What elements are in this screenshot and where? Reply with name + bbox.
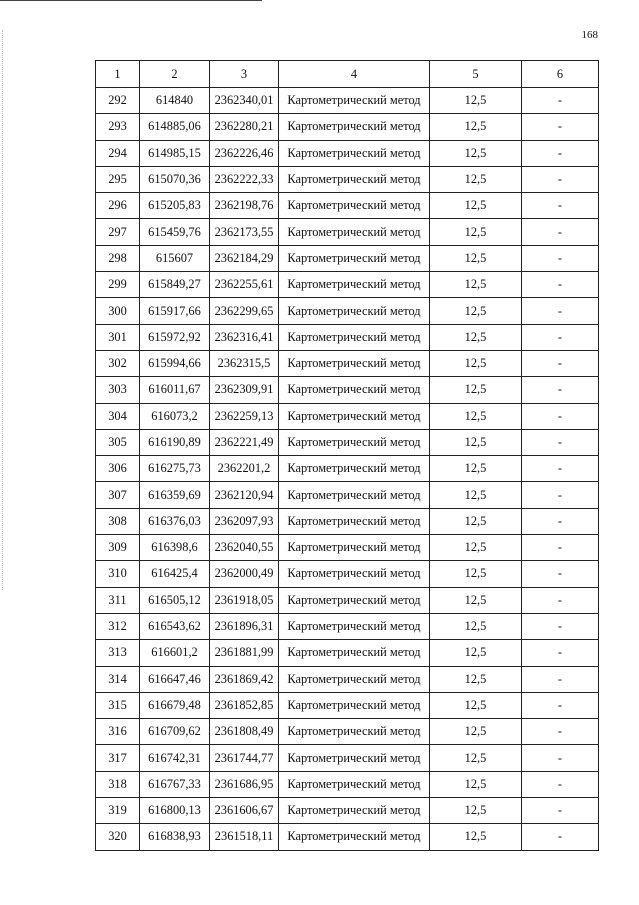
coordinate-y-cell: 2362340,01 bbox=[210, 88, 279, 114]
column-header-4: 4 bbox=[279, 61, 430, 88]
accuracy-cell: 12,5 bbox=[430, 272, 522, 298]
method-cell: Картометрический метод bbox=[279, 666, 430, 692]
note-cell: - bbox=[522, 824, 599, 850]
point-number-cell: 305 bbox=[96, 429, 140, 455]
coordinate-x-cell: 615459,76 bbox=[140, 219, 210, 245]
note-cell: - bbox=[522, 719, 599, 745]
accuracy-cell: 12,5 bbox=[430, 377, 522, 403]
note-cell: - bbox=[522, 219, 599, 245]
point-number-cell: 316 bbox=[96, 719, 140, 745]
note-cell: - bbox=[522, 508, 599, 534]
coordinate-x-cell: 616647,46 bbox=[140, 666, 210, 692]
table-row bbox=[96, 535, 599, 561]
point-number-cell: 296 bbox=[96, 193, 140, 219]
accuracy-cell: 12,5 bbox=[430, 166, 522, 192]
coordinate-y-cell: 2361869,42 bbox=[210, 666, 279, 692]
note-cell: - bbox=[522, 587, 599, 613]
table-row bbox=[96, 561, 599, 587]
note-cell: - bbox=[522, 456, 599, 482]
coordinate-y-cell: 2362120,94 bbox=[210, 482, 279, 508]
coordinate-x-cell: 615917,66 bbox=[140, 298, 210, 324]
coordinate-x-cell: 615205,83 bbox=[140, 193, 210, 219]
coordinate-x-cell: 616359,69 bbox=[140, 482, 210, 508]
note-cell: - bbox=[522, 745, 599, 771]
point-number-cell: 301 bbox=[96, 324, 140, 350]
point-number-cell: 308 bbox=[96, 508, 140, 534]
table-row bbox=[96, 587, 599, 613]
accuracy-cell: 12,5 bbox=[430, 324, 522, 350]
coordinate-y-cell: 2362201,2 bbox=[210, 456, 279, 482]
method-cell: Картометрический метод bbox=[279, 324, 430, 350]
point-number-cell: 319 bbox=[96, 798, 140, 824]
coordinate-x-cell: 616275,73 bbox=[140, 456, 210, 482]
method-cell: Картометрический метод bbox=[279, 692, 430, 718]
note-cell: - bbox=[522, 166, 599, 192]
table-row bbox=[96, 272, 599, 298]
accuracy-cell: 12,5 bbox=[430, 219, 522, 245]
coordinate-y-cell: 2362222,33 bbox=[210, 166, 279, 192]
coordinate-x-cell: 616679,48 bbox=[140, 692, 210, 718]
point-number-cell: 304 bbox=[96, 403, 140, 429]
table-row bbox=[96, 324, 599, 350]
table-row bbox=[96, 429, 599, 455]
coordinates-table bbox=[95, 60, 599, 851]
note-cell: - bbox=[522, 798, 599, 824]
point-number-cell: 317 bbox=[96, 745, 140, 771]
note-cell: - bbox=[522, 613, 599, 639]
accuracy-cell: 12,5 bbox=[430, 482, 522, 508]
point-number-cell: 300 bbox=[96, 298, 140, 324]
coordinate-y-cell: 2362000,49 bbox=[210, 561, 279, 587]
method-cell: Картометрический метод bbox=[279, 482, 430, 508]
coordinate-y-cell: 2361852,85 bbox=[210, 692, 279, 718]
coordinate-y-cell: 2361606,67 bbox=[210, 798, 279, 824]
accuracy-cell: 12,5 bbox=[430, 456, 522, 482]
table-row bbox=[96, 88, 599, 114]
coordinate-y-cell: 2362040,55 bbox=[210, 535, 279, 561]
coordinate-x-cell: 614985,15 bbox=[140, 140, 210, 166]
binding-edge bbox=[2, 30, 3, 590]
coordinate-x-cell: 614840 bbox=[140, 88, 210, 114]
point-number-cell: 302 bbox=[96, 350, 140, 376]
table-row bbox=[96, 140, 599, 166]
point-number-cell: 307 bbox=[96, 482, 140, 508]
accuracy-cell: 12,5 bbox=[430, 798, 522, 824]
accuracy-cell: 12,5 bbox=[430, 535, 522, 561]
method-cell: Картометрический метод bbox=[279, 298, 430, 324]
method-cell: Картометрический метод bbox=[279, 350, 430, 376]
table-row bbox=[96, 508, 599, 534]
method-cell: Картометрический метод bbox=[279, 561, 430, 587]
coordinate-y-cell: 2362299,65 bbox=[210, 298, 279, 324]
point-number-cell: 293 bbox=[96, 114, 140, 140]
accuracy-cell: 12,5 bbox=[430, 350, 522, 376]
accuracy-cell: 12,5 bbox=[430, 140, 522, 166]
point-number-cell: 314 bbox=[96, 666, 140, 692]
accuracy-cell: 12,5 bbox=[430, 587, 522, 613]
note-cell: - bbox=[522, 535, 599, 561]
method-cell: Картометрический метод bbox=[279, 245, 430, 271]
note-cell: - bbox=[522, 88, 599, 114]
coordinate-y-cell: 2362173,55 bbox=[210, 219, 279, 245]
point-number-cell: 297 bbox=[96, 219, 140, 245]
point-number-cell: 292 bbox=[96, 88, 140, 114]
note-cell: - bbox=[522, 482, 599, 508]
accuracy-cell: 12,5 bbox=[430, 824, 522, 850]
note-cell: - bbox=[522, 666, 599, 692]
point-number-cell: 295 bbox=[96, 166, 140, 192]
top-rule bbox=[0, 0, 262, 1]
coordinate-y-cell: 2362280,21 bbox=[210, 114, 279, 140]
method-cell: Картометрический метод bbox=[279, 140, 430, 166]
method-cell: Картометрический метод bbox=[279, 640, 430, 666]
column-header-3: 3 bbox=[210, 61, 279, 88]
coordinate-x-cell: 616709,62 bbox=[140, 719, 210, 745]
table-row bbox=[96, 482, 599, 508]
table-row bbox=[96, 298, 599, 324]
table-row bbox=[96, 798, 599, 824]
coordinate-y-cell: 2362309,91 bbox=[210, 377, 279, 403]
note-cell: - bbox=[522, 403, 599, 429]
table-row bbox=[96, 824, 599, 850]
coordinate-x-cell: 616073,2 bbox=[140, 403, 210, 429]
coordinate-x-cell: 616543,62 bbox=[140, 613, 210, 639]
coordinate-x-cell: 616742,31 bbox=[140, 745, 210, 771]
method-cell: Картометрический метод bbox=[279, 219, 430, 245]
coordinate-y-cell: 2362221,49 bbox=[210, 429, 279, 455]
accuracy-cell: 12,5 bbox=[430, 745, 522, 771]
method-cell: Картометрический метод bbox=[279, 587, 430, 613]
table-row bbox=[96, 114, 599, 140]
coordinate-x-cell: 614885,06 bbox=[140, 114, 210, 140]
note-cell: - bbox=[522, 640, 599, 666]
coordinate-x-cell: 616767,33 bbox=[140, 771, 210, 797]
method-cell: Картометрический метод bbox=[279, 456, 430, 482]
point-number-cell: 299 bbox=[96, 272, 140, 298]
table-row bbox=[96, 377, 599, 403]
coordinate-x-cell: 616800,13 bbox=[140, 798, 210, 824]
point-number-cell: 313 bbox=[96, 640, 140, 666]
coordinate-y-cell: 2361518,11 bbox=[210, 824, 279, 850]
accuracy-cell: 12,5 bbox=[430, 429, 522, 455]
coordinate-y-cell: 2362255,61 bbox=[210, 272, 279, 298]
note-cell: - bbox=[522, 324, 599, 350]
point-number-cell: 320 bbox=[96, 824, 140, 850]
table-row bbox=[96, 692, 599, 718]
column-header-6: 6 bbox=[522, 61, 599, 88]
accuracy-cell: 12,5 bbox=[430, 771, 522, 797]
note-cell: - bbox=[522, 272, 599, 298]
point-number-cell: 318 bbox=[96, 771, 140, 797]
accuracy-cell: 12,5 bbox=[430, 88, 522, 114]
note-cell: - bbox=[522, 692, 599, 718]
coordinate-x-cell: 615972,92 bbox=[140, 324, 210, 350]
note-cell: - bbox=[522, 245, 599, 271]
coordinate-x-cell: 616601,2 bbox=[140, 640, 210, 666]
accuracy-cell: 12,5 bbox=[430, 719, 522, 745]
note-cell: - bbox=[522, 429, 599, 455]
table-row bbox=[96, 613, 599, 639]
coordinate-y-cell: 2362259,13 bbox=[210, 403, 279, 429]
note-cell: - bbox=[522, 140, 599, 166]
note-cell: - bbox=[522, 193, 599, 219]
method-cell: Картометрический метод bbox=[279, 719, 430, 745]
table-row bbox=[96, 193, 599, 219]
column-header-2: 2 bbox=[140, 61, 210, 88]
method-cell: Картометрический метод bbox=[279, 429, 430, 455]
accuracy-cell: 12,5 bbox=[430, 640, 522, 666]
coordinate-x-cell: 615849,27 bbox=[140, 272, 210, 298]
coordinate-y-cell: 2361896,31 bbox=[210, 613, 279, 639]
coordinate-y-cell: 2361744,77 bbox=[210, 745, 279, 771]
coordinate-y-cell: 2361918,05 bbox=[210, 587, 279, 613]
coordinate-x-cell: 616376,03 bbox=[140, 508, 210, 534]
method-cell: Картометрический метод bbox=[279, 508, 430, 534]
point-number-cell: 310 bbox=[96, 561, 140, 587]
coordinate-y-cell: 2361881,99 bbox=[210, 640, 279, 666]
coordinate-y-cell: 2362315,5 bbox=[210, 350, 279, 376]
note-cell: - bbox=[522, 350, 599, 376]
note-cell: - bbox=[522, 114, 599, 140]
table-row bbox=[96, 350, 599, 376]
note-cell: - bbox=[522, 561, 599, 587]
column-header-1: 1 bbox=[96, 61, 140, 88]
point-number-cell: 306 bbox=[96, 456, 140, 482]
point-number-cell: 298 bbox=[96, 245, 140, 271]
table-row bbox=[96, 166, 599, 192]
note-cell: - bbox=[522, 377, 599, 403]
method-cell: Картометрический метод bbox=[279, 377, 430, 403]
coordinate-x-cell: 616505,12 bbox=[140, 587, 210, 613]
table-row bbox=[96, 219, 599, 245]
coordinate-y-cell: 2361808,49 bbox=[210, 719, 279, 745]
point-number-cell: 294 bbox=[96, 140, 140, 166]
method-cell: Картометрический метод bbox=[279, 403, 430, 429]
accuracy-cell: 12,5 bbox=[430, 298, 522, 324]
table-body bbox=[96, 88, 599, 851]
method-cell: Картометрический метод bbox=[279, 771, 430, 797]
coordinate-x-cell: 615607 bbox=[140, 245, 210, 271]
coordinate-y-cell: 2362184,29 bbox=[210, 245, 279, 271]
table-row bbox=[96, 745, 599, 771]
accuracy-cell: 12,5 bbox=[430, 692, 522, 718]
page-number: 168 bbox=[581, 29, 598, 41]
table-row bbox=[96, 666, 599, 692]
coordinate-y-cell: 2361686,95 bbox=[210, 771, 279, 797]
table-row bbox=[96, 640, 599, 666]
accuracy-cell: 12,5 bbox=[430, 403, 522, 429]
table-row bbox=[96, 456, 599, 482]
table-row bbox=[96, 719, 599, 745]
header-row bbox=[96, 61, 599, 88]
table-row bbox=[96, 771, 599, 797]
table-row bbox=[96, 403, 599, 429]
coordinate-y-cell: 2362198,76 bbox=[210, 193, 279, 219]
method-cell: Картометрический метод bbox=[279, 88, 430, 114]
accuracy-cell: 12,5 bbox=[430, 245, 522, 271]
point-number-cell: 312 bbox=[96, 613, 140, 639]
point-number-cell: 311 bbox=[96, 587, 140, 613]
method-cell: Картометрический метод bbox=[279, 613, 430, 639]
note-cell: - bbox=[522, 771, 599, 797]
coordinate-y-cell: 2362226,46 bbox=[210, 140, 279, 166]
accuracy-cell: 12,5 bbox=[430, 508, 522, 534]
coordinate-x-cell: 616398,6 bbox=[140, 535, 210, 561]
coordinate-x-cell: 616190,89 bbox=[140, 429, 210, 455]
accuracy-cell: 12,5 bbox=[430, 561, 522, 587]
point-number-cell: 315 bbox=[96, 692, 140, 718]
point-number-cell: 303 bbox=[96, 377, 140, 403]
method-cell: Картометрический метод bbox=[279, 824, 430, 850]
coordinate-y-cell: 2362316,41 bbox=[210, 324, 279, 350]
coordinate-x-cell: 616011,67 bbox=[140, 377, 210, 403]
accuracy-cell: 12,5 bbox=[430, 666, 522, 692]
coordinate-y-cell: 2362097,93 bbox=[210, 508, 279, 534]
point-number-cell: 309 bbox=[96, 535, 140, 561]
accuracy-cell: 12,5 bbox=[430, 613, 522, 639]
coordinate-x-cell: 616425,4 bbox=[140, 561, 210, 587]
method-cell: Картометрический метод bbox=[279, 193, 430, 219]
table-row bbox=[96, 245, 599, 271]
coordinate-x-cell: 615994,66 bbox=[140, 350, 210, 376]
coordinate-x-cell: 616838,93 bbox=[140, 824, 210, 850]
method-cell: Картометрический метод bbox=[279, 166, 430, 192]
note-cell: - bbox=[522, 298, 599, 324]
method-cell: Картометрический метод bbox=[279, 535, 430, 561]
method-cell: Картометрический метод bbox=[279, 114, 430, 140]
accuracy-cell: 12,5 bbox=[430, 193, 522, 219]
coordinate-x-cell: 615070,36 bbox=[140, 166, 210, 192]
method-cell: Картометрический метод bbox=[279, 798, 430, 824]
method-cell: Картометрический метод bbox=[279, 745, 430, 771]
column-header-5: 5 bbox=[430, 61, 522, 88]
method-cell: Картометрический метод bbox=[279, 272, 430, 298]
accuracy-cell: 12,5 bbox=[430, 114, 522, 140]
